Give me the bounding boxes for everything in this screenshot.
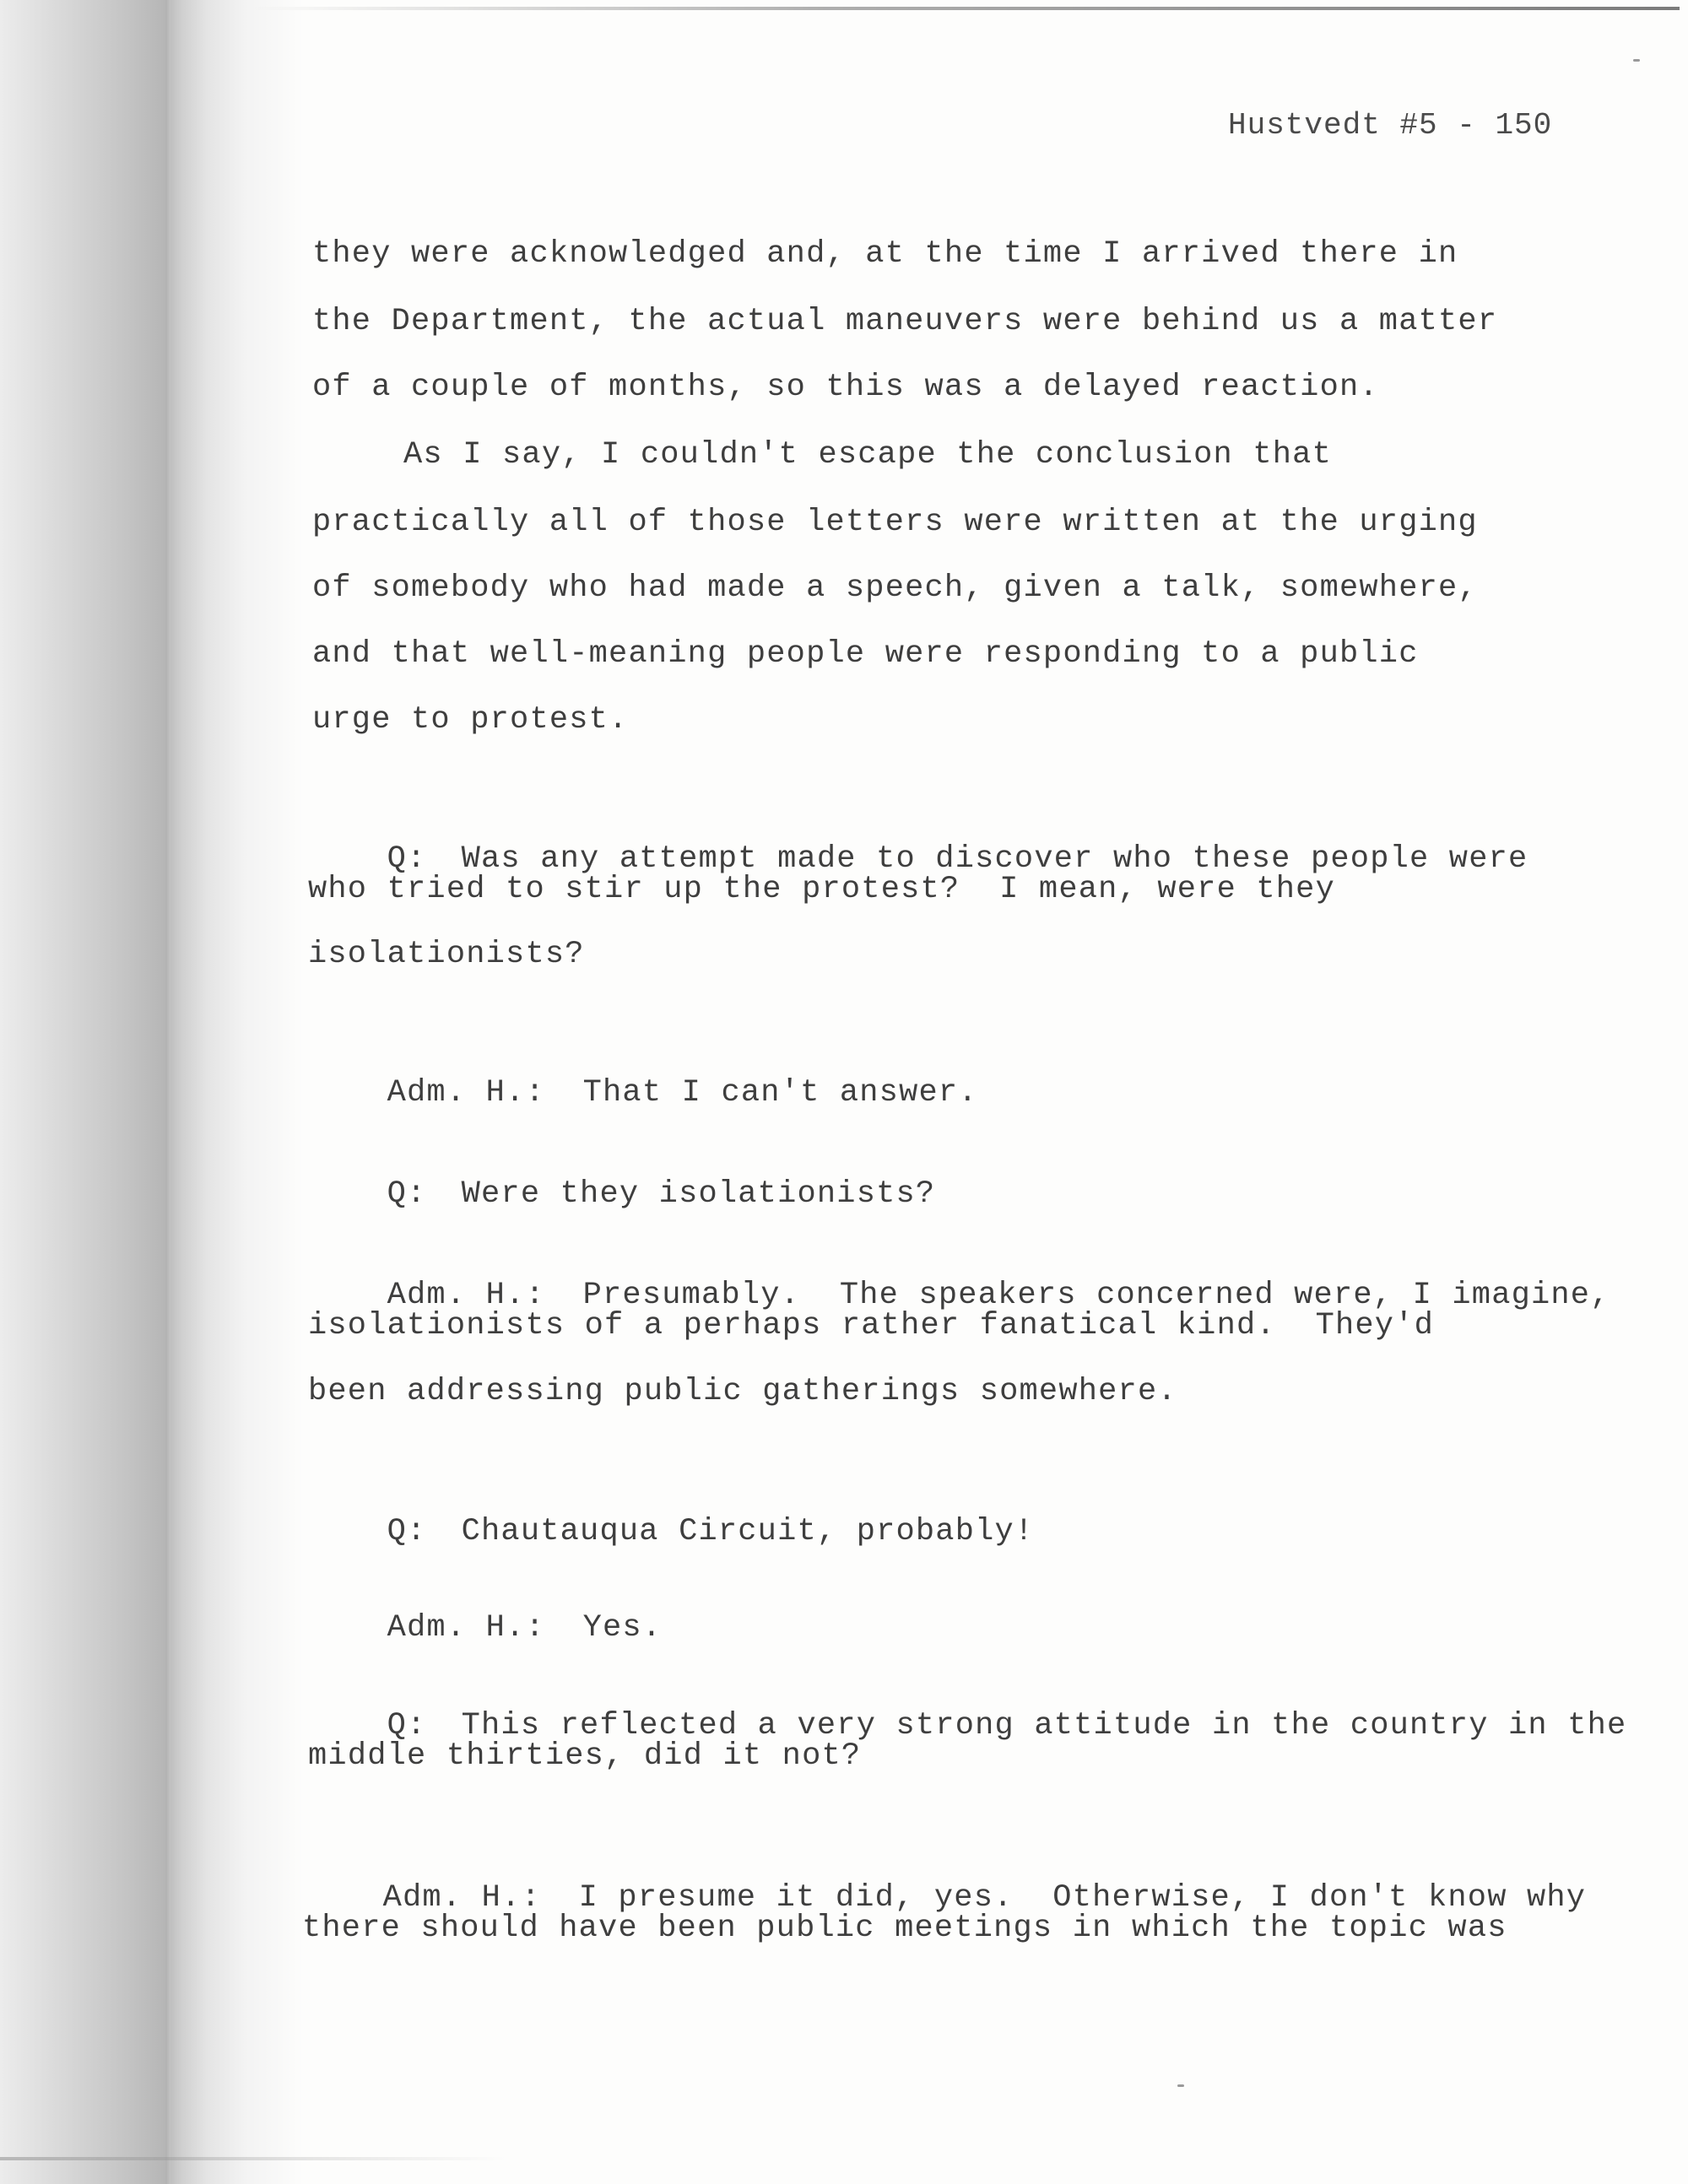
interview-line: there should have been public meetings in which the topic was <box>302 1911 1507 1946</box>
page-number: Hustvedt #5 - 150 <box>1228 108 1553 143</box>
speech-text: Yes. <box>582 1610 663 1646</box>
scan-speck <box>1177 2084 1184 2087</box>
body-line: they were acknowledged and, at the time I arrived there in <box>312 236 1458 272</box>
speech-text: Was any attempt made to discover who these people were <box>461 841 1528 877</box>
body-line: of a couple of months, so this was a delayed reaction. <box>312 370 1379 405</box>
interview-line <box>308 1141 935 1247</box>
speech-text: I presume it did, yes. Otherwise, I don't know why <box>578 1880 1587 1916</box>
speech-text: This reflected a very strong attitude in the country in the <box>461 1708 1627 1743</box>
interview-line <box>308 1040 978 1146</box>
speaker-label: Adm. H.: <box>387 1278 545 1313</box>
binding-shadow <box>0 0 304 2184</box>
page-top-edge <box>253 7 1680 10</box>
body-line: of somebody who had made a speech, given a talk, somewhere, <box>312 570 1478 606</box>
body-line: and that well-meaning people were responding to a public <box>312 636 1419 672</box>
interview-line <box>308 1575 662 1681</box>
binding-crease <box>165 0 170 2184</box>
interview-line: isolationists? <box>308 937 585 972</box>
speaker-label: Q: <box>387 1176 427 1212</box>
speech-text: Were they isolationists? <box>461 1176 936 1212</box>
speaker-label: Adm. H.: <box>387 1075 545 1111</box>
body-line: urge to protest. <box>312 702 629 738</box>
scan-speck <box>1633 59 1640 62</box>
speech-text: Chautauqua Circuit, probably! <box>461 1514 1035 1549</box>
interview-line: been addressing public gatherings somewhere. <box>308 1374 1177 1409</box>
speech-text: Presumably. The speakers concerned were, I imagine, <box>582 1278 1610 1313</box>
body-line: the Department, the actual maneuvers were behind us a matter <box>312 304 1498 339</box>
page-bottom-edge <box>0 2157 506 2160</box>
speaker-label: Adm. H.: <box>387 1610 545 1646</box>
speech-text: That I can't answer. <box>582 1075 978 1111</box>
interview-line: who tried to stir up the protest? I mean, were they <box>308 872 1335 907</box>
interview-line <box>308 1479 1034 1585</box>
speaker-label: Adm. H.: <box>382 1880 541 1916</box>
speaker-label: Q: <box>387 841 427 877</box>
speaker-label: Q: <box>387 1514 427 1549</box>
body-line: practically all of those letters were written at the urging <box>312 505 1478 540</box>
interview-line: middle thirties, did it not? <box>308 1738 862 1774</box>
speaker-label: Q: <box>387 1708 427 1743</box>
body-line: As I say, I couldn't escape the conclusion that <box>403 437 1332 473</box>
interview-line: isolationists of a perhaps rather fanatical kind. They'd <box>308 1308 1435 1343</box>
